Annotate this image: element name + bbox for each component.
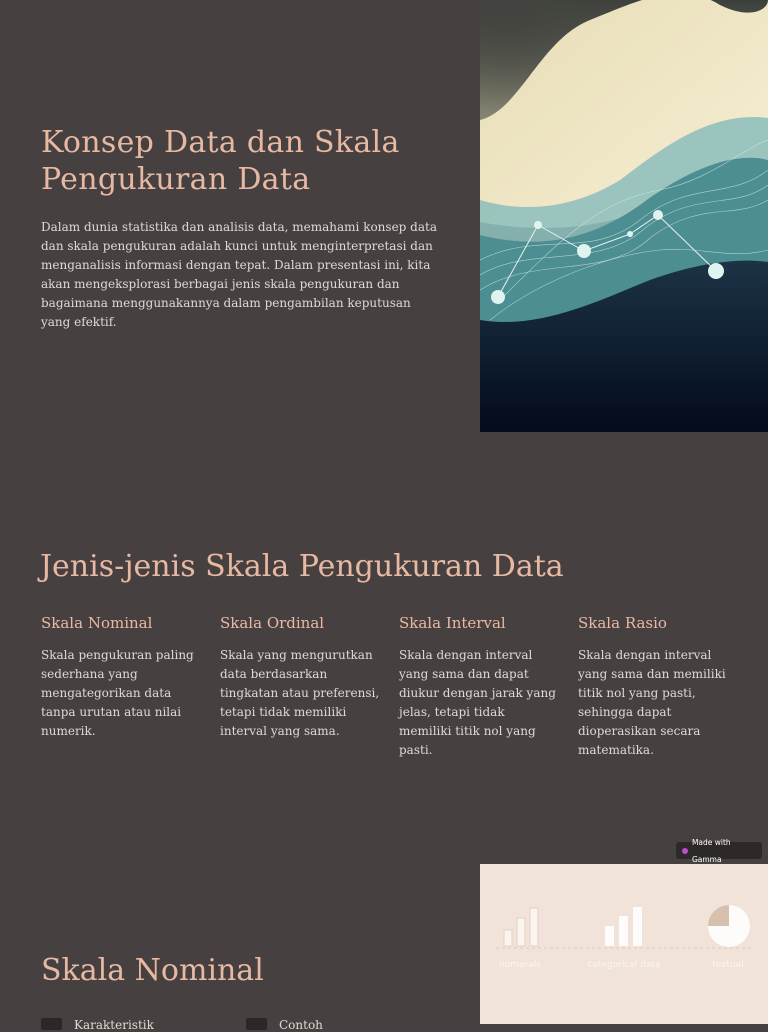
slide-nominal <box>0 864 768 1032</box>
section-title: Skala Nominal <box>41 953 264 988</box>
scale-card-text: Skala yang mengurutkan data berdasarkan tingkatan atau preferensi, tetapi tidak memiliki interval yang sama. <box>220 648 380 738</box>
section-title: Jenis-jenis Skala Pengukuran Data <box>40 549 564 584</box>
bullet-marker-icon <box>246 1018 267 1030</box>
scale-card-heading: Skala Interval <box>399 614 506 632</box>
panel-label: categorical data <box>587 960 661 970</box>
scale-card-heading: Skala Rasio <box>578 614 667 632</box>
page-title: Konsep Data dan Skala Pengukuran Data <box>41 125 400 197</box>
nominal-illustration-panel <box>480 864 768 1024</box>
bullet-marker-icon <box>41 1018 62 1030</box>
scale-card-ratio <box>578 612 738 760</box>
panel-label: textual <box>712 960 744 970</box>
scale-card-heading: Skala Ordinal <box>220 614 325 632</box>
bullet-item: Karakteristik <box>74 1018 154 1032</box>
slide-intro <box>0 0 768 432</box>
scale-card-ordinal <box>220 612 380 741</box>
scale-card-interval <box>399 612 559 760</box>
bar-chart-icon <box>605 907 642 946</box>
scale-card-text: Skala pengukuran paling sederhana yang mengategorikan data tanpa urutan atau nilai numerik. <box>41 648 194 738</box>
gamma-logo-icon <box>682 848 688 854</box>
panel-label: numerals <box>498 960 542 970</box>
slide-scale-types <box>0 432 768 864</box>
scale-card-heading: Skala Nominal <box>41 614 153 632</box>
scale-card-text: Skala dengan interval yang sama dan dapat diukur dengan jarak yang jelas, tetapi tidak memiliki titik nol yang pasti. <box>399 648 556 757</box>
intro-paragraph: Dalam dunia statistika dan analisis data, memahami konsep data dan skala pengukuran adalah kunci untuk menginterpretasi dan menganalisis informasi dengan tepat. Dalam presentasi ini, kita akan mengeksplorasi berbagai jenis skala pengukuran dan bagaimana menggunakannya dalam pengambilan keputusan yang efektif. <box>41 220 437 329</box>
scale-card-nominal <box>41 612 201 741</box>
bar-chart-icon <box>504 908 538 946</box>
pie-chart-icon <box>708 905 750 947</box>
category-icons-illustration <box>480 864 768 1024</box>
bullet-item: Contoh <box>279 1018 323 1032</box>
abstract-wave-illustration <box>480 0 768 432</box>
scale-card-text: Skala dengan interval yang sama dan memiliki titik nol yang pasti, sehingga dapat dioperasikan secara matematika. <box>578 648 726 757</box>
badge-label: Made with Gamma <box>691 837 731 864</box>
made-with-gamma-badge[interactable] <box>676 837 762 864</box>
